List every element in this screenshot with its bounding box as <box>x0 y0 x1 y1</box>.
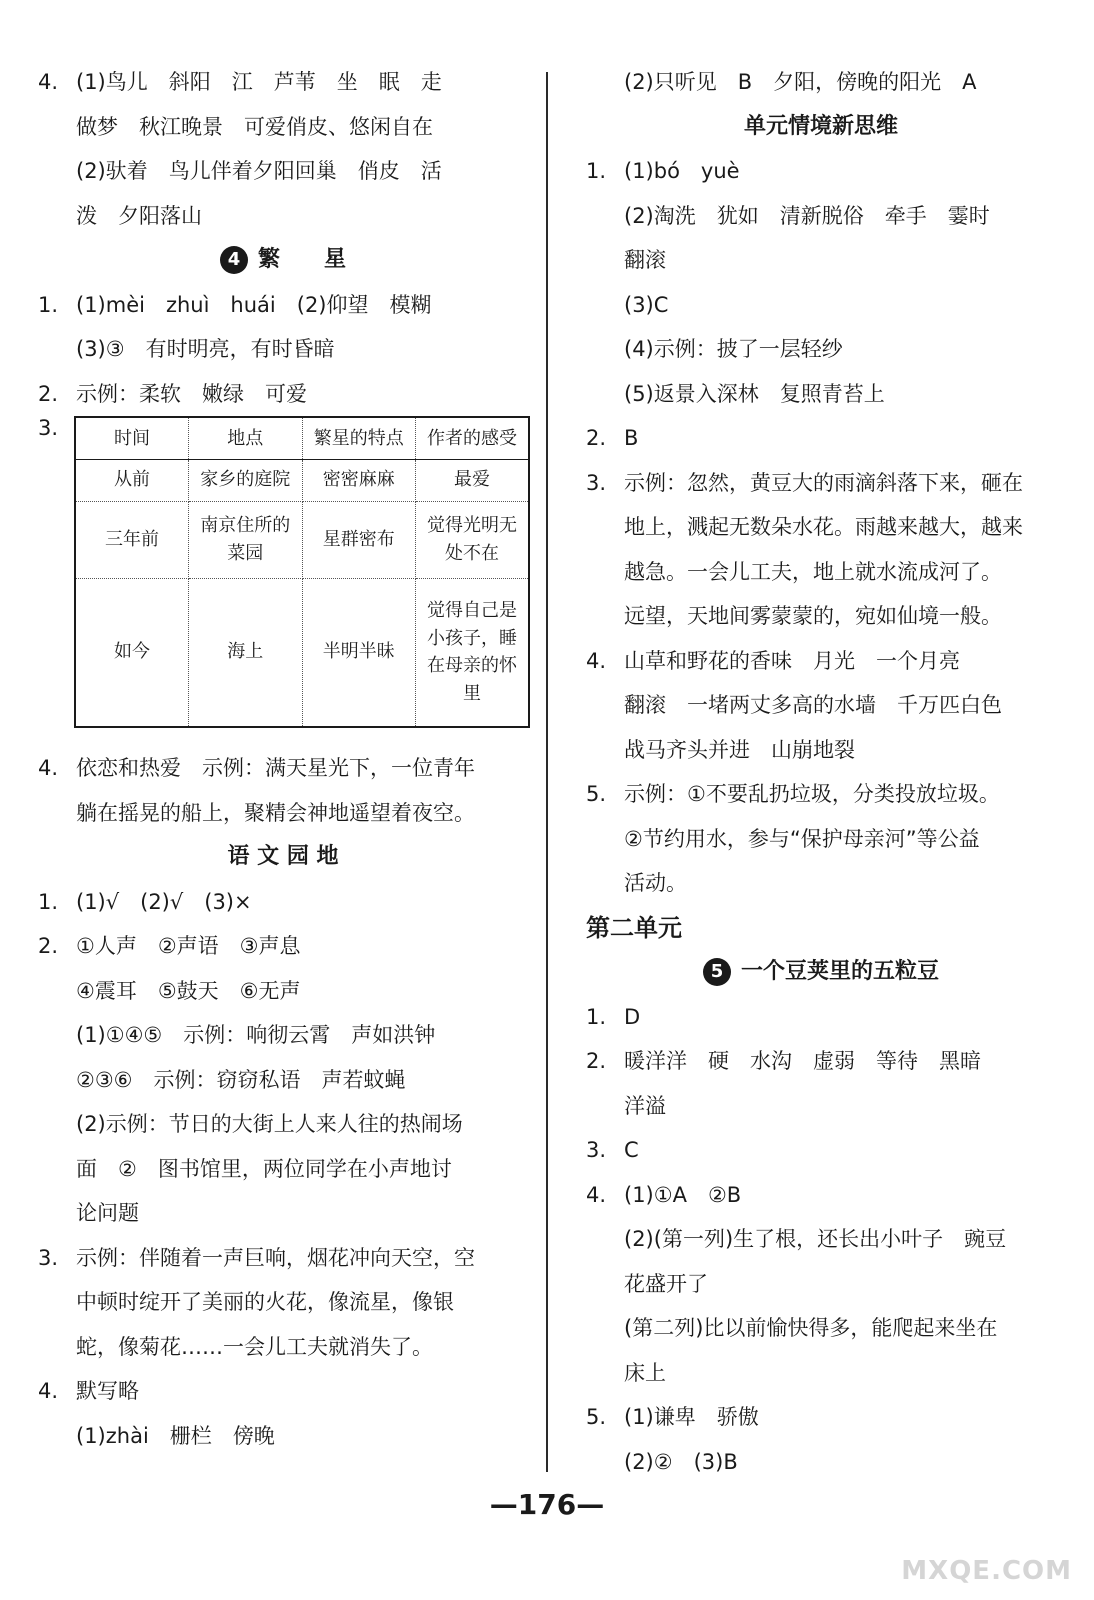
table-cell: 如今 <box>75 578 189 727</box>
answer-line <box>586 550 1056 595</box>
answer-text: 花盛开了 <box>624 1271 708 1296</box>
answer-table <box>74 416 530 728</box>
answer-text: ②节约用水，参与“保护母亲河”等公益 <box>624 826 980 851</box>
answer-text: (5)返景入深林 复照青苔上 <box>624 381 885 406</box>
answer-text: 翻滚 <box>624 248 666 272</box>
answer-text: 面 ② 图书馆里，两位同学在小声地讨 <box>76 1156 452 1181</box>
answer-line <box>586 995 1056 1040</box>
question-number: 1. <box>38 889 59 914</box>
answer-text: 示例：柔软 嫩绿 可爱 <box>76 381 307 406</box>
answer-line <box>38 283 528 328</box>
section-heading: 单元情境新思维 <box>743 113 898 139</box>
answer-text: 示例：忽然，黄豆大的雨滴斜落下来，砸在 <box>624 470 1023 495</box>
answer-line <box>586 194 1056 239</box>
answer-text: 翻滚 一堵两丈多高的水墙 千万匹白色 <box>624 693 1002 717</box>
answer-text: (2)淘洗 犹如 清新脱俗 牵手 霎时 <box>624 203 990 228</box>
answer-line <box>38 60 528 105</box>
answer-text: ④震耳 ⑤鼓天 ⑥无声 <box>76 978 301 1003</box>
answer-line <box>586 505 1056 550</box>
answer-text: (1)①④⑤ 示例：响彻云霄 声如洪钟 <box>76 1023 436 1047</box>
answer-line <box>586 683 1056 728</box>
answer-line <box>586 772 1056 817</box>
table-cell: 海上 <box>189 578 303 727</box>
answer-line <box>586 416 1056 461</box>
answer-text: 山草和野花的香味 月光 一个月亮 <box>624 648 960 673</box>
answer-text: (1)鸟儿 斜阳 江 芦苇 坐 眠 走 <box>76 70 442 94</box>
table-cell: 从前 <box>75 459 189 501</box>
question-number: 4. <box>38 70 59 94</box>
answer-line <box>586 372 1056 417</box>
answer-text: 泼 夕阳落山 <box>76 203 202 228</box>
table-row <box>75 459 529 501</box>
answer-text: (4)示例：披了一层轻纱 <box>624 337 843 361</box>
answer-text: 示例：①不要乱扔垃圾，分类投放垃圾。 <box>624 782 1000 806</box>
answer-line <box>38 1147 528 1192</box>
answer-text: 远望，天地间雾蒙蒙的，宛如仙境一般。 <box>624 604 1002 628</box>
answer-line <box>586 149 1056 194</box>
answer-line <box>38 327 528 372</box>
answer-text: (1)mèi zhuì huái (2)仰望 模糊 <box>76 292 432 317</box>
answer-line <box>38 194 528 239</box>
question-number: 5. <box>586 1405 607 1429</box>
answer-text: 暖洋洋 硬 水沟 虚弱 等待 黑暗 <box>624 1049 981 1073</box>
answer-text: 中顿时绽开了美丽的火花，像流星，像银 <box>76 1290 454 1314</box>
answer-line <box>586 1440 1056 1485</box>
answer-line <box>586 861 1056 906</box>
answer-line <box>38 1280 528 1325</box>
question-3-table-block <box>38 416 528 746</box>
unit-heading: 第二单元 <box>586 913 682 942</box>
lesson-heading <box>586 950 1056 995</box>
lesson-title: 繁 星 <box>257 247 346 272</box>
question-number: 3. <box>586 1138 607 1162</box>
column-divider <box>546 72 548 1472</box>
table-cell: 最爱 <box>416 459 530 501</box>
table-row <box>75 501 529 578</box>
question-number: 1. <box>586 159 607 183</box>
answer-text: D <box>624 1004 641 1029</box>
answer-text: (1)①A ②B <box>624 1182 742 1207</box>
question-number: 4. <box>38 756 59 780</box>
answer-line <box>586 461 1056 506</box>
answer-text: 蛇，像菊花……一会儿工夫就消失了。 <box>76 1334 433 1359</box>
answer-text: (3)③ 有时明亮，有时昏暗 <box>76 337 335 361</box>
table-cell: 觉得自己是小孩子，睡在母亲的怀里 <box>416 578 530 727</box>
answer-text: (2)驮着 鸟儿伴着夕阳回巢 俏皮 活 <box>76 159 442 183</box>
question-number: 1. <box>38 292 59 317</box>
table-row <box>75 578 529 727</box>
table-cell: 南京住所的菜园 <box>189 501 303 578</box>
answer-line <box>586 1306 1056 1351</box>
watermark: MXQE.COM <box>901 1556 1072 1586</box>
answer-text: (1)zhài 栅栏 傍晚 <box>76 1423 275 1448</box>
answer-text: (第二列)比以前愉快得多，能爬起来坐在 <box>624 1316 998 1340</box>
answer-text: (2)只听见 B 夕阳，傍晚的阳光 A <box>624 70 977 94</box>
answer-line <box>38 372 528 417</box>
question-number: 3. <box>38 1245 59 1270</box>
answer-text: 活动。 <box>624 871 687 895</box>
answer-line <box>38 1325 528 1370</box>
question-number: 5. <box>586 782 607 806</box>
lesson-number-badge: 5 <box>703 958 731 986</box>
answer-line <box>586 1084 1056 1129</box>
answer-line <box>586 728 1056 773</box>
table-header-row <box>75 417 529 459</box>
answer-line <box>586 1217 1056 1262</box>
question-number: 3. <box>38 416 59 440</box>
question-number: 2. <box>38 381 59 406</box>
table-header-cell: 繁星的特点 <box>302 417 416 459</box>
lesson-heading <box>38 238 528 283</box>
answer-text: (1)bó yuè <box>624 159 740 183</box>
answer-text: (3)C <box>624 292 669 317</box>
answer-line <box>38 969 528 1014</box>
answer-line <box>586 1262 1056 1307</box>
answer-line <box>586 283 1056 328</box>
answer-line <box>38 105 528 150</box>
question-number: 2. <box>586 426 607 450</box>
question-number: 2. <box>38 934 59 958</box>
answer-line <box>586 327 1056 372</box>
answer-line <box>38 1058 528 1103</box>
question-number: 4. <box>586 648 607 673</box>
answer-line <box>586 817 1056 862</box>
answer-line <box>38 1102 528 1147</box>
answer-line <box>38 791 528 836</box>
table-cell: 家乡的庭院 <box>189 459 303 501</box>
answer-text: ②③⑥ 示例：窃窃私语 声若蚊蝇 <box>76 1067 406 1092</box>
table-cell: 密密麻麻 <box>302 459 416 501</box>
answer-line <box>38 924 528 969</box>
answer-line <box>38 1013 528 1058</box>
answer-line <box>586 639 1056 684</box>
answer-line <box>38 880 528 925</box>
table-cell: 星群密布 <box>302 501 416 578</box>
answer-line <box>586 238 1056 283</box>
lesson-title: 一个豆荚里的五粒豆 <box>740 959 939 984</box>
answer-text: (1)谦卑 骄傲 <box>624 1405 759 1429</box>
answer-text: 做梦 秋江晚景 可爱俏皮、悠闲自在 <box>76 114 433 139</box>
page-number: —176— <box>489 1488 605 1521</box>
answer-line <box>38 149 528 194</box>
answer-text: C <box>624 1138 639 1162</box>
question-number: 3. <box>586 470 607 495</box>
answer-line <box>586 1039 1056 1084</box>
answer-text: 地上，溅起无数朵水花。雨越来越大，越来 <box>624 515 1023 539</box>
answer-line <box>586 594 1056 639</box>
answer-line <box>38 1369 528 1414</box>
answer-line <box>586 1351 1056 1396</box>
table-cell: 三年前 <box>75 501 189 578</box>
answer-text: 洋溢 <box>624 1093 666 1118</box>
answer-line <box>586 60 1056 105</box>
answer-text: 依恋和热爱 示例：满天星光下，一位青年 <box>76 756 475 780</box>
table-cell: 觉得光明无处不在 <box>416 501 530 578</box>
section-heading: 语 文 园 地 <box>227 844 339 869</box>
answer-text: 默写略 <box>76 1379 139 1403</box>
answer-text: 示例：伴随着一声巨响，烟花冲向天空，空 <box>76 1245 475 1270</box>
answer-line <box>38 1191 528 1236</box>
answer-text: B <box>624 426 639 450</box>
answer-line <box>38 1414 528 1459</box>
answer-line <box>586 1173 1056 1218</box>
answer-line <box>38 1236 528 1281</box>
answer-text: 越急。一会儿工夫，地上就水流成河了。 <box>624 559 1002 584</box>
table-header-cell: 地点 <box>189 417 303 459</box>
answer-text: 躺在摇晃的船上，聚精会神地遥望着夜空。 <box>76 800 475 825</box>
table-header-cell: 时间 <box>75 417 189 459</box>
lesson-number-badge: 4 <box>220 246 248 274</box>
answer-line <box>586 1128 1056 1173</box>
answer-line <box>586 1395 1056 1440</box>
right-column <box>586 60 1056 1484</box>
answer-text: (2)示例：节日的大街上人来人往的热闹场 <box>76 1112 463 1136</box>
answer-text: 床上 <box>624 1360 666 1385</box>
answer-text: 战马齐头并进 山崩地裂 <box>624 737 855 762</box>
answer-text: 论问题 <box>76 1201 139 1225</box>
table-cell: 半明半昧 <box>302 578 416 727</box>
question-number: 4. <box>586 1182 607 1207</box>
answer-text: (2)(第一列)生了根，还长出小叶子 豌豆 <box>624 1227 1007 1251</box>
answer-line <box>38 746 528 791</box>
question-number: 1. <box>586 1004 607 1029</box>
answer-text: (1)√ (2)√ (3)× <box>76 889 252 914</box>
answer-text: (2)② (3)B <box>624 1449 738 1474</box>
question-number: 2. <box>586 1049 607 1073</box>
answer-text: ①人声 ②声语 ③声息 <box>76 934 301 958</box>
table-header-cell: 作者的感受 <box>416 417 530 459</box>
question-number: 4. <box>38 1379 59 1403</box>
left-column <box>38 60 528 1458</box>
